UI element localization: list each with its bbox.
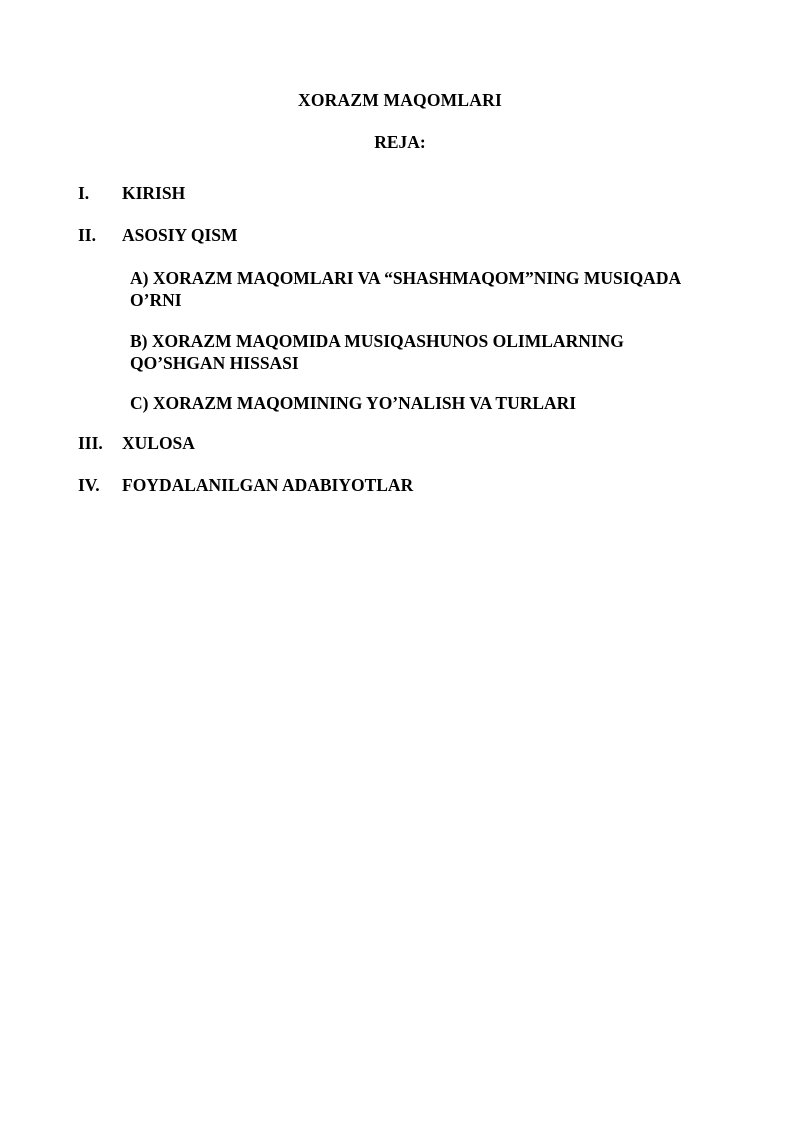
plan-heading: REJA: [374,132,426,152]
subsection-b: B) XORAZM MAQOMIDA MUSIQASHUNOS OLIMLARNING QO’SHGAN HISSASI [130,330,624,373]
subsection-a: A) XORAZM MAQOMLARI VA “SHASHMAQOM”NING MUSIQADA O’RNI [130,267,681,311]
outline-numeral: II. [78,224,96,245]
outline-label: ASOSIY QISM [122,224,238,245]
outline-item-asosiy-qism [78,225,722,247]
outline-numeral: III. [78,432,103,453]
outline-item-kirish [78,183,722,205]
outline-item-foydalanilgan-adabiyotlar [78,475,722,497]
outline-numeral: I. [78,183,90,203]
outline-numeral: IV. [78,474,100,495]
outline-label: FOYDALANILGAN ADABIYOTLAR [122,474,414,495]
outline-label: XULOSA [122,432,195,453]
outline-label: KIRISH [122,183,186,203]
outline-list [78,183,722,496]
subsection-c: C) XORAZM MAQOMINING YO’NALISH VA TURLARI [130,393,577,414]
outline-item-xulosa [78,433,722,455]
page-title: XORAZM MAQOMLARI [298,90,502,110]
